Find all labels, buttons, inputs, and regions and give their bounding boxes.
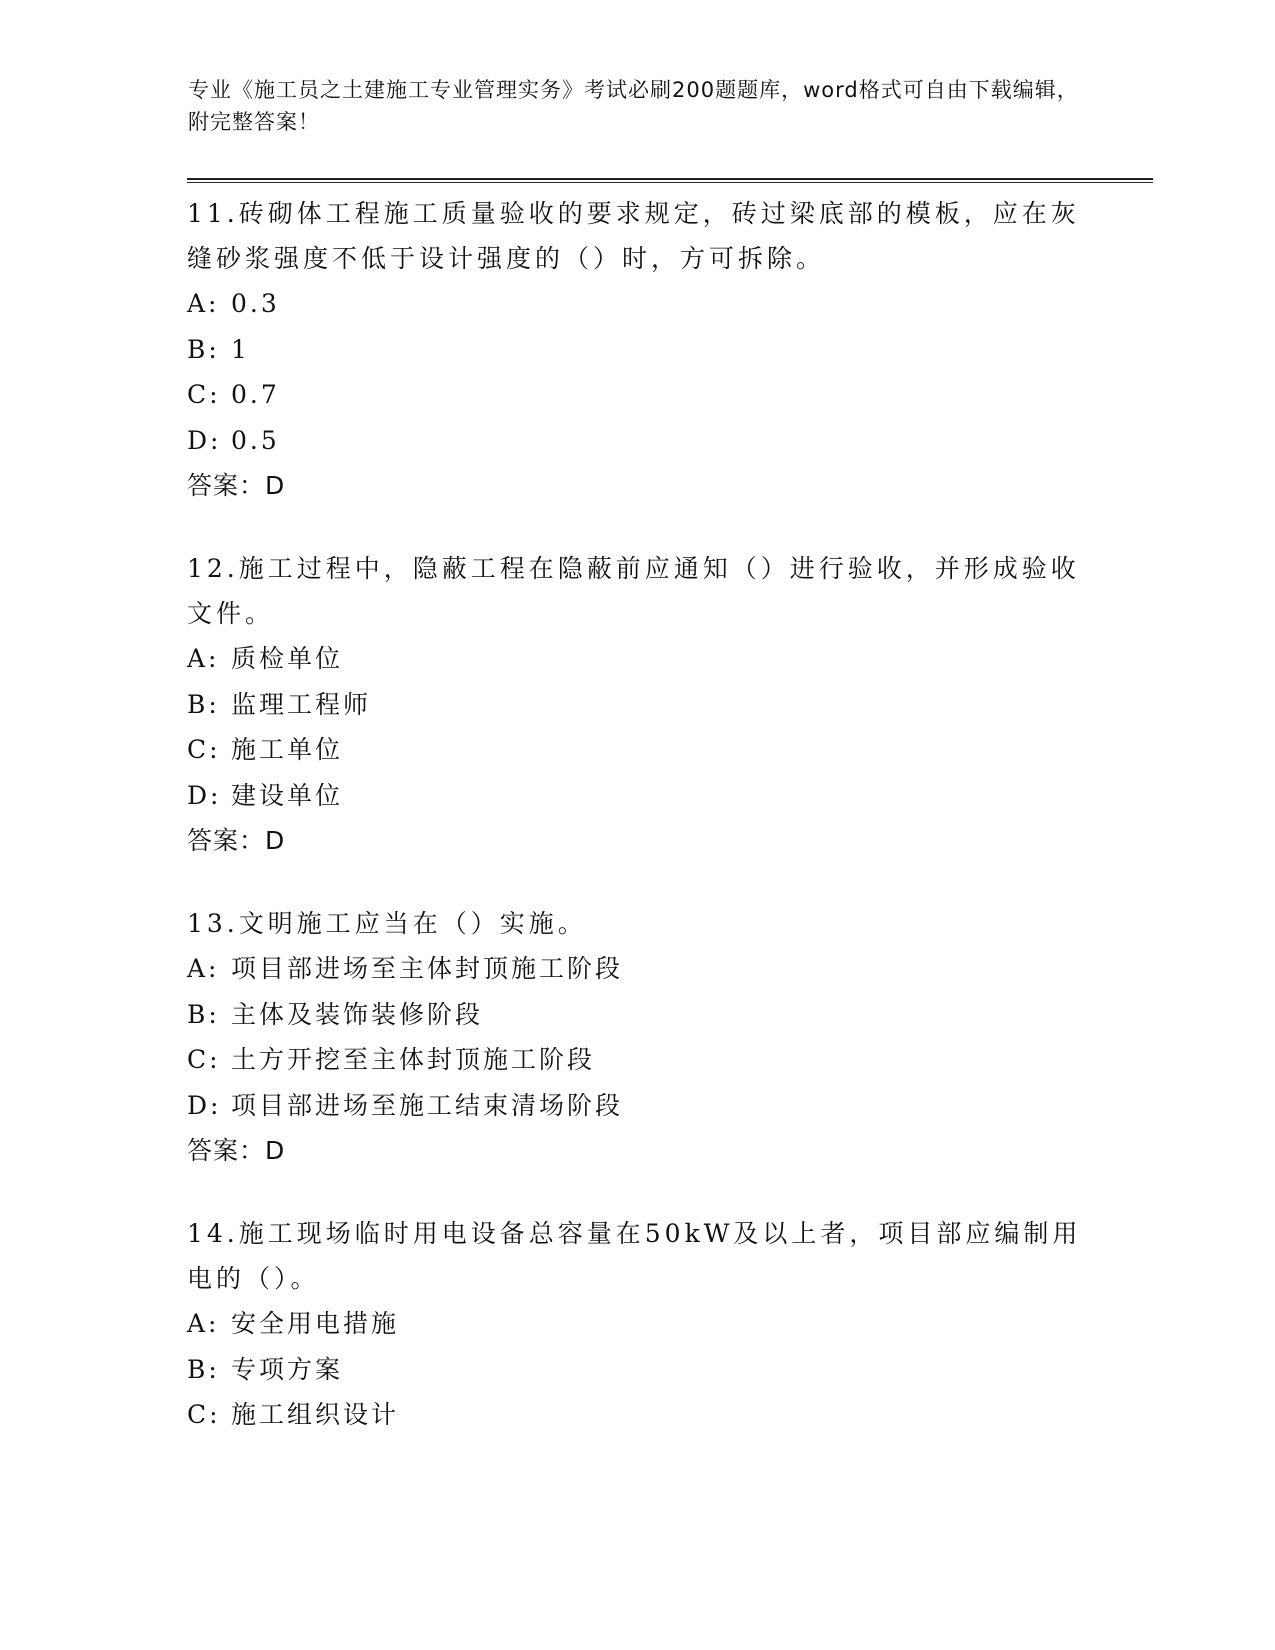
option-letter: B: — [187, 999, 220, 1029]
answer-line: 答案：D — [187, 471, 286, 500]
question-stem: 11.砖砌体工程施工质量验收的要求规定，砖过梁底部的模板，应在灰缝砂浆强度不低于设计强度的（）时，方可拆除。 — [187, 199, 1080, 273]
option-text: 土方开挖至主体封顶施工阶段 — [231, 1045, 596, 1074]
option-b — [187, 327, 1087, 373]
option-letter: C: — [187, 1400, 221, 1429]
option-text: 0.5 — [231, 425, 280, 455]
option-d — [187, 773, 1087, 819]
option-c — [187, 727, 1087, 773]
option-letter: D: — [187, 780, 222, 810]
option-text: 施工单位 — [231, 735, 344, 764]
option-a — [187, 1301, 1087, 1347]
option-d — [187, 418, 1087, 464]
question-item — [187, 901, 1087, 1173]
option-letter: C: — [187, 380, 221, 409]
option-letter: A: — [187, 289, 220, 318]
option-text: 施工组织设计 — [231, 1400, 400, 1429]
option-letter: B: — [187, 1354, 220, 1384]
option-text: 项目部进场至主体封顶施工阶段 — [231, 954, 624, 983]
option-letter: D: — [187, 1090, 222, 1120]
answer-line: 答案：D — [187, 826, 286, 855]
question-list — [187, 191, 1087, 1476]
option-a — [187, 281, 1087, 327]
option-text: 质检单位 — [231, 644, 344, 673]
option-b — [187, 992, 1087, 1038]
option-text: 1 — [231, 334, 250, 364]
option-a — [187, 636, 1087, 682]
header-divider-thin — [187, 182, 1153, 183]
option-letter: C: — [187, 1045, 221, 1074]
question-item — [187, 546, 1087, 863]
option-text: 主体及装饰装修阶段 — [231, 999, 484, 1029]
option-letter: C: — [187, 735, 221, 764]
option-text: 监理工程师 — [231, 689, 372, 719]
option-text: 专项方案 — [231, 1354, 344, 1384]
question-item — [187, 1211, 1087, 1438]
option-letter: D: — [187, 425, 222, 455]
option-c — [187, 372, 1087, 418]
question-stem: 12.施工过程中，隐蔽工程在隐蔽前应通知（）进行验收，并形成验收文件。 — [187, 554, 1080, 628]
option-c — [187, 1392, 1087, 1438]
option-a — [187, 946, 1087, 992]
option-c — [187, 1037, 1087, 1083]
option-letter: A: — [187, 1309, 220, 1338]
option-d — [187, 1083, 1087, 1129]
question-item — [187, 191, 1087, 508]
question-stem: 14.施工现场临时用电设备总容量在50kW及以上者，项目部应编制用电的（）。 — [187, 1219, 1082, 1293]
option-text: 建设单位 — [231, 780, 344, 810]
option-letter: B: — [187, 689, 220, 719]
header-divider-thick — [187, 178, 1153, 180]
option-letter: B: — [187, 334, 220, 364]
option-b — [187, 682, 1087, 728]
option-text: 安全用电措施 — [231, 1309, 400, 1338]
option-letter: A: — [187, 644, 220, 673]
option-text: 0.3 — [231, 289, 280, 318]
document-header: 专业《施工员之土建施工专业管理实务》考试必刷200题题库，word格式可自由下载编辑，附完整答案！ — [188, 78, 1079, 134]
option-text: 0.7 — [231, 380, 280, 409]
option-b — [187, 1347, 1087, 1393]
option-letter: A: — [187, 954, 220, 983]
answer-line: 答案：D — [187, 1136, 286, 1165]
option-text: 项目部进场至施工结束清场阶段 — [231, 1090, 624, 1120]
question-stem: 13.文明施工应当在（）实施。 — [187, 909, 587, 938]
